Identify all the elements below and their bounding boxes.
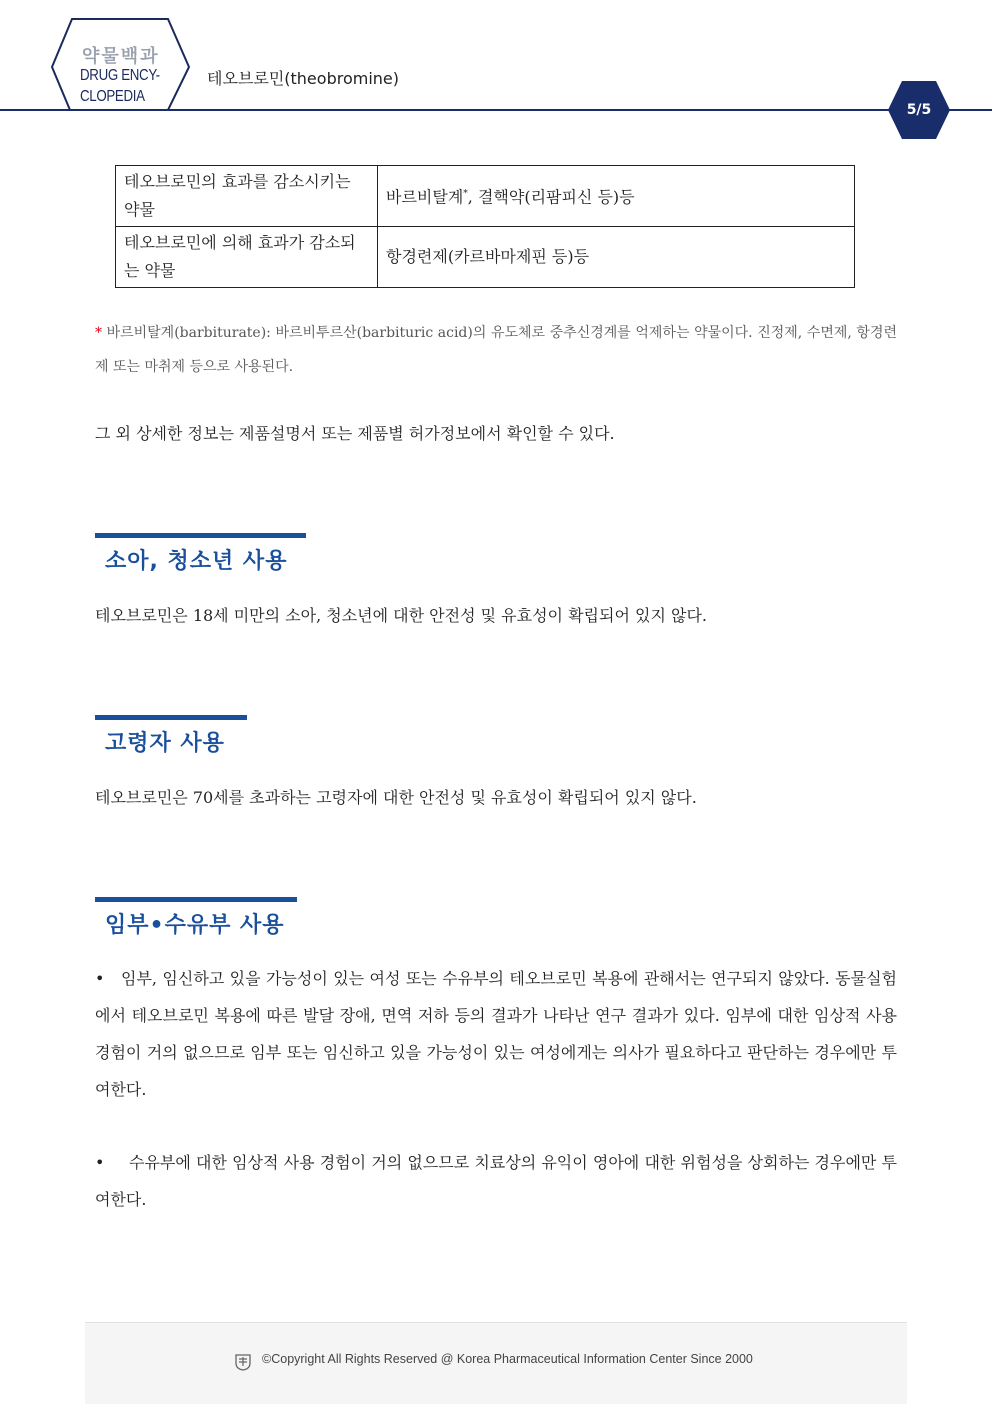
logo-english-line2: CLOPEDIA — [80, 88, 145, 105]
pregnancy-item-1 — [95, 960, 897, 1108]
header-rule — [0, 109, 992, 111]
section-title-pediatric: 소아, 청소년 사용 — [105, 549, 288, 574]
pregnancy-item-2-text: 수유부에 대한 임상적 사용 경험이 거의 없으므로 치료상의 유익이 영아에 대한 위험성을 상회하는 경우에만 투여한다. — [95, 1153, 897, 1209]
table-row — [116, 166, 855, 227]
document-title: 테오브로민(theobromine) — [207, 69, 399, 88]
table-cell-examples — [378, 166, 855, 227]
pregnancy-item-1-text: 임부, 임신하고 있을 가능성이 있는 여성 또는 수유부의 테오브로민 복용에 관해서는 연구되지 않았다. 동물실험에서 테오브로민 복용에 따른 발달 장애, 면역 저하 등의 결과가 나타난 연구 결과가 있다. 임부에 대한 임상적 사용 경험이 거의 없으므로 임부 또는 임신하고 있을 가능성이 있는 여성에게는 의사가 필요하다고 판단하는 경우에만 투여한다. — [95, 969, 897, 1099]
bullet: • — [95, 1153, 105, 1172]
footnote — [95, 316, 897, 384]
table-cell-examples — [378, 227, 855, 288]
footnote-marker: * — [463, 189, 468, 200]
page-number: 5/5 — [906, 102, 932, 118]
bullet: • — [95, 969, 105, 988]
elderly-paragraph: 테오브로민은 70세를 초과하는 고령자에 대한 안전성 및 유효성이 확립되어 있지 않다. — [95, 788, 697, 807]
footnote-star: * — [95, 325, 102, 341]
section-divider — [95, 715, 247, 720]
table-row — [116, 227, 855, 288]
section-divider — [95, 533, 306, 538]
section-title-elderly: 고령자 사용 — [105, 731, 225, 756]
logo-english-line1: DRUG ENCY- — [80, 67, 160, 84]
table-cell-drug: 테오브로민의 효과를 감소시키는 약물 — [116, 166, 378, 227]
more-info-paragraph: 그 외 상세한 정보는 제품설명서 또는 제품별 허가정보에서 확인할 수 있다. — [95, 424, 615, 443]
drug-interaction-table — [115, 165, 855, 288]
section-title-pregnancy: 임부•수유부 사용 — [105, 913, 285, 938]
examples-text: 항경련제(카르바마제핀 등)등 — [386, 247, 590, 266]
footer-copyright: ©Copyright All Rights Reserved @ Korea Pharmaceutical Information Center Since 2000 — [262, 1352, 753, 1366]
examples-tail: , 결핵약(리팜피신 등)등 — [467, 187, 635, 207]
table-cell-drug: 테오브로민에 의해 효과가 감소되는 약물 — [116, 227, 378, 288]
pediatric-paragraph: 테오브로민은 18세 미만의 소아, 청소년에 대한 안전성 및 유효성이 확립되어 있지 않다. — [95, 606, 707, 625]
logo-korean: 약물백과 — [82, 46, 160, 66]
kpic-emblem-icon — [235, 1353, 251, 1371]
pregnancy-item-2 — [95, 1144, 897, 1218]
section-divider — [95, 897, 297, 902]
footnote-text: 바르비탈계(barbiturate): 바르비투르산(barbituric acid)의 유도체로 중추신경계를 억제하는 약물이다. 진정제, 수면제, 항경련제 또는 마취제 등으로 사용된다. — [95, 325, 897, 375]
examples-text: 바르비탈계 — [386, 187, 464, 207]
